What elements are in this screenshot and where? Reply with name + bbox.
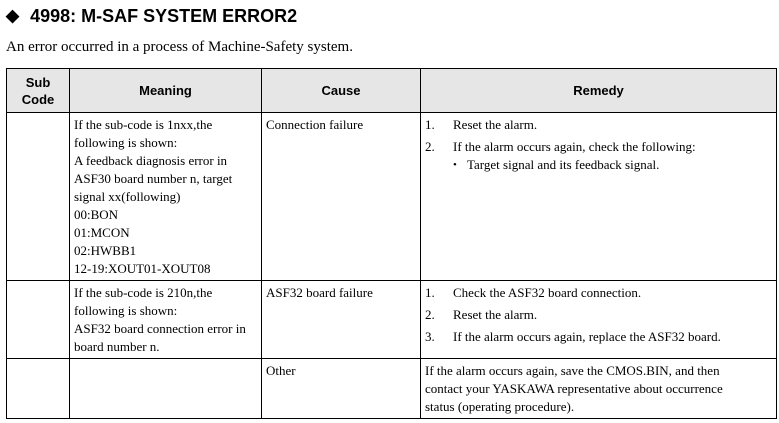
meaning-line: If the sub-code is 210n,the (74, 285, 213, 300)
step-number: 1. (425, 285, 435, 300)
remedy-cell (421, 113, 777, 281)
remedy-bullet (425, 156, 772, 174)
header-remedy: Remedy (421, 69, 777, 113)
bullet-dot-icon: • (453, 159, 457, 171)
meaning-line: 02:HWBB1 (74, 243, 137, 258)
step-number: 1. (425, 117, 435, 132)
remedy-step (425, 116, 772, 134)
step-number: 3. (425, 329, 435, 344)
error-heading (6, 4, 297, 28)
meaning-line: A feedback diagnosis error in (74, 153, 228, 168)
step-text: Reset the alarm. (453, 117, 538, 132)
bullet-text: Target signal and its feedback signal. (467, 157, 660, 172)
meaning-line: ASF32 board connection error in (74, 321, 246, 336)
meaning-cell (70, 113, 262, 281)
meaning-line: 00:BON (74, 207, 119, 222)
meaning-cell (70, 281, 262, 359)
cause-cell (262, 359, 421, 419)
step-text: If the alarm occurs again, replace the ASF32 board. (453, 329, 721, 344)
remedy-line: contact your YASKAWA representative about occurrence (425, 381, 723, 396)
meaning-line: following is shown: (74, 135, 178, 150)
error-description: An error occurred in a process of Machine-Safety system. (6, 39, 353, 55)
cause-cell (262, 281, 421, 359)
step-text: Reset the alarm. (453, 307, 538, 322)
meaning-line: 01:MCON (74, 225, 130, 240)
meaning-line: following is shown: (74, 303, 178, 318)
meaning-line: 12-19:XOUT01-XOUT08 (74, 261, 211, 276)
cause-text: Connection failure (266, 117, 364, 132)
header-sub-code (7, 69, 70, 113)
sub-code-cell (7, 359, 70, 419)
meaning-line: board number n. (74, 339, 160, 354)
remedy-line: status (operating procedure). (425, 399, 575, 414)
step-text: Check the ASF32 board connection. (453, 285, 642, 300)
table-header-row (7, 69, 777, 113)
header-cause: Cause (262, 69, 421, 113)
table-row (7, 359, 777, 419)
cause-cell (262, 113, 421, 281)
remedy-cell (421, 359, 777, 419)
header-meaning: Meaning (70, 69, 262, 113)
step-text: If the alarm occurs again, check the following: (453, 139, 696, 154)
meaning-line: If the sub-code is 1nxx,the (74, 117, 213, 132)
remedy-step (425, 306, 772, 324)
meaning-line: signal xx(following) (74, 189, 181, 204)
error-table (6, 68, 777, 419)
error-title: 4998: M-SAF SYSTEM ERROR2 (30, 6, 298, 26)
step-number: 2. (425, 307, 435, 322)
sub-code-cell (7, 281, 70, 359)
table-row (7, 281, 777, 359)
cause-text: Other (266, 363, 296, 378)
remedy-cell (421, 281, 777, 359)
diamond-bullet-icon: ◆ (6, 6, 20, 25)
cause-text: ASF32 board failure (266, 285, 373, 300)
header-sub-code-label: Sub Code (21, 74, 55, 107)
remedy-step (425, 328, 772, 346)
meaning-cell (70, 359, 262, 419)
remedy-step (425, 138, 772, 156)
sub-code-cell (7, 113, 70, 281)
table-row (7, 113, 777, 281)
meaning-line: ASF30 board number n, target (74, 171, 233, 186)
remedy-line: If the alarm occurs again, save the CMOS.BIN, and then (425, 363, 720, 378)
step-number: 2. (425, 139, 435, 154)
remedy-step (425, 284, 772, 302)
